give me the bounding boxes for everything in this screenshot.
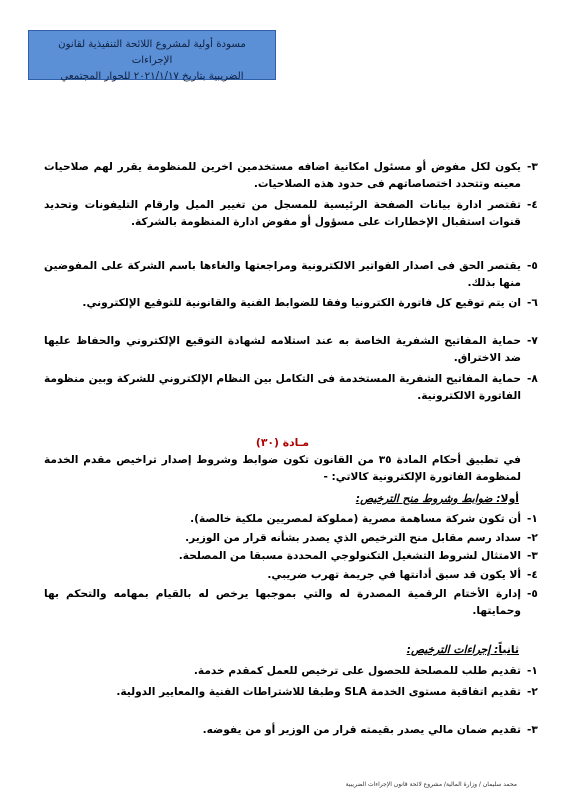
item-number: ٢- [527,532,538,544]
item-text: حماية المفاتيح الشفرية الخاصة به عند استلامه لشهادة التوقيع الإلكتروني والحفاظ عليها ضد الاختراق. [44,335,521,364]
section-heading-text: : إجراءات الترخيص: [406,643,499,656]
list-item [44,586,538,619]
item-text: ألا يكون قد سبق أدانتها في جريمة تهرب ضريبي. [267,569,521,581]
item-text: تقديم طلب للمصلحة للحصول على ترخيص للعمل كمقدم خدمة. [193,665,521,677]
draft-notice-box [28,30,276,80]
item-number: ٨- [527,373,538,385]
list-item [44,722,538,739]
list-item [44,333,538,366]
list-item [44,371,538,404]
list-item [44,567,538,584]
item-number: ٤- [527,569,538,581]
draft-notice-line-1: مسودة أولية لمشروع اللائحة التنفيذية لقانون الإجراءات [58,39,246,66]
item-number: ٦- [527,297,538,309]
page-footer: محمد سليمان / وزارة المالية/ مشروع لائحة قانون الإجراءات الضريبية [345,781,517,788]
item-text: تقديم ضمان مالي يصدر بقيمته قرار من الوزير أو من يفوضه. [202,724,521,736]
item-number: ٣- [527,161,538,173]
section-ordinal: أولا [500,492,519,505]
item-text: يقتصر الحق فى اصدار الفواتير الالكترونية ومراجعتها والغاءها باسم الشركة على المفوضين منها بذلك. [44,260,521,289]
item-number: ٥- [527,260,538,272]
list-item [44,511,538,528]
list-item [44,258,538,291]
item-text: يكون لكل مفوض أو مسئول امكانية اضافه مستخدمين اخرين للمنظومة يقرر لهم صلاحيات معينه وتتحدد اختصاصاتهم فى حدود هذه الصلاحيات. [44,161,521,190]
section-heading-procedures [407,643,519,656]
item-text: ان يتم توقيع كل فاتورة الكترونيا وفقا للضوابط الفنية والقانونية للتوقيع الإلكتروني. [82,297,521,309]
section-heading-conditions [356,492,519,505]
article-intro: في تطبيق أحكام المادة ٣٥ من القانون تكون ضوابط وشروط إصدار تراخيص مقدم الخدمة لمنظومة الفاتورة الإلكترونية كالاتي: - [44,454,521,483]
item-text: سداد رسم مقابل منح الترخيص الذي يصدر بشأنه قرار من الوزير. [185,532,521,544]
item-text: تقديم اتفاقية مستوى الخدمة SLA وطبقا للاشتراطات الفنية والمعايير الدولية. [116,686,521,698]
item-number: ٥- [527,588,538,600]
item-text: أن تكون شركة مساهمة مصرية (مملوكة لمصريين ملكية خالصة). [190,513,521,525]
list-item [44,530,538,547]
item-number: ٤- [527,199,538,211]
section-ordinal: ثانياً [498,643,519,656]
item-text: تقتصر ادارة بيانات الصفحة الرئيسية للمسجل من تغيير الميل وارقام التليفونات وتحديد قنوات استقبال الإخطارات على مسؤول أو مفوض ادارة المنظومة بالشركة. [44,199,521,228]
item-number: ٣- [527,724,538,736]
list-item [44,197,538,230]
item-text: الامتثال لشروط التشغيل التكنولوجي المحددة مسبقا من المصلحة. [178,550,521,562]
item-text: إدارة الأختام الرقمية المصدرة له والتي بموجبها يرخص له بالقيام بمهامه والتحكم بها وحمايتها. [44,588,521,617]
item-number: ١- [527,513,538,525]
list-item [44,663,538,680]
list-item [44,295,538,312]
section-heading-text: : ضوابط وشروط منح الترخيص: [355,492,501,505]
item-number: ٣- [527,550,538,562]
list-item [44,159,538,192]
draft-notice-line-2: الضريبية بتاريخ ٢٠٢١/١/١٧ للحوار المجتمعي [60,71,244,82]
item-number: ٧- [527,335,538,347]
list-item [44,684,538,701]
item-number: ١- [527,665,538,677]
list-item [44,548,538,565]
article-title: مـادة (٣٠) [255,436,310,449]
item-number: ٢- [527,686,538,698]
item-text: حماية المفاتيح الشفرية المستخدمة فى التكامل بين النظام الإلكتروني للشركة وبين منظومة الفاتورة الالكترونية. [44,373,521,402]
